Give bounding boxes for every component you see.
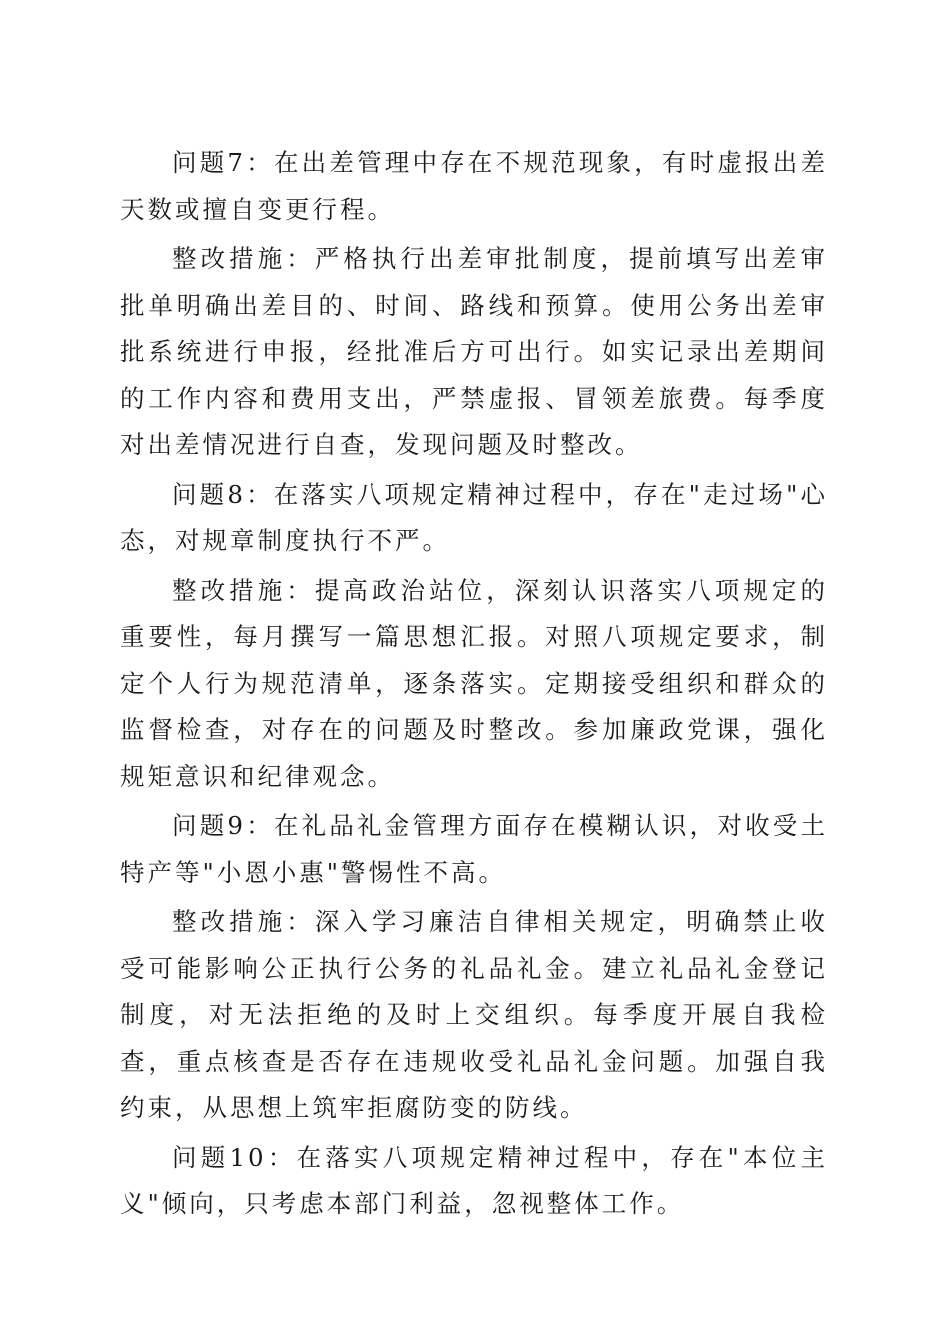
- problem-10-paragraph: 问题10：在落实八项规定精神过程中，存在"本位主义"倾向，只考虑本部门利益，忽视整体工作。: [120, 1142, 828, 1218]
- document-body: [120, 140, 828, 1231]
- measure-8-paragraph: 整改措施：提高政治站位，深刻认识落实八项规定的重要性，每月撰写一篇思想汇报。对照八项规定要求，制定个人行为规范清单，逐条落实。定期接受组织和群众的监督检查，对存在的问题及时整改。参加廉政党课，强化规矩意识和纪律观念。: [120, 575, 828, 791]
- measure-9-paragraph: 整改措施：深入学习廉洁自律相关规定，明确禁止收受可能影响公正执行公务的礼品礼金。建立礼品礼金登记制度，对无法拒绝的及时上交组织。每季度开展自我检查，重点核查是否存在违规收受礼品礼金问题。加强自我约束，从思想上筑牢拒腐防变的防线。: [120, 907, 828, 1122]
- problem-8-paragraph: 问题8：在落实八项规定精神过程中，存在"走过场"心态，对规章制度执行不严。: [120, 479, 828, 555]
- problem-9-paragraph: 问题9：在礼品礼金管理方面存在模糊认识，对收受土特产等"小恩小惠"警惕性不高。: [120, 811, 828, 887]
- problem-7-paragraph: 问题7：在出差管理中存在不规范现象，有时虚报出差天数或擅自变更行程。: [120, 148, 828, 224]
- measure-7-paragraph: 整改措施：严格执行出差审批制度，提前填写出差审批单明确出差目的、时间、路线和预算。使用公务出差审批系统进行申报，经批准后方可出行。如实记录出差期间的工作内容和费用支出，严禁虚报、冒领差旅费。每季度对出差情况进行自查，发现问题及时整改。: [120, 244, 828, 459]
